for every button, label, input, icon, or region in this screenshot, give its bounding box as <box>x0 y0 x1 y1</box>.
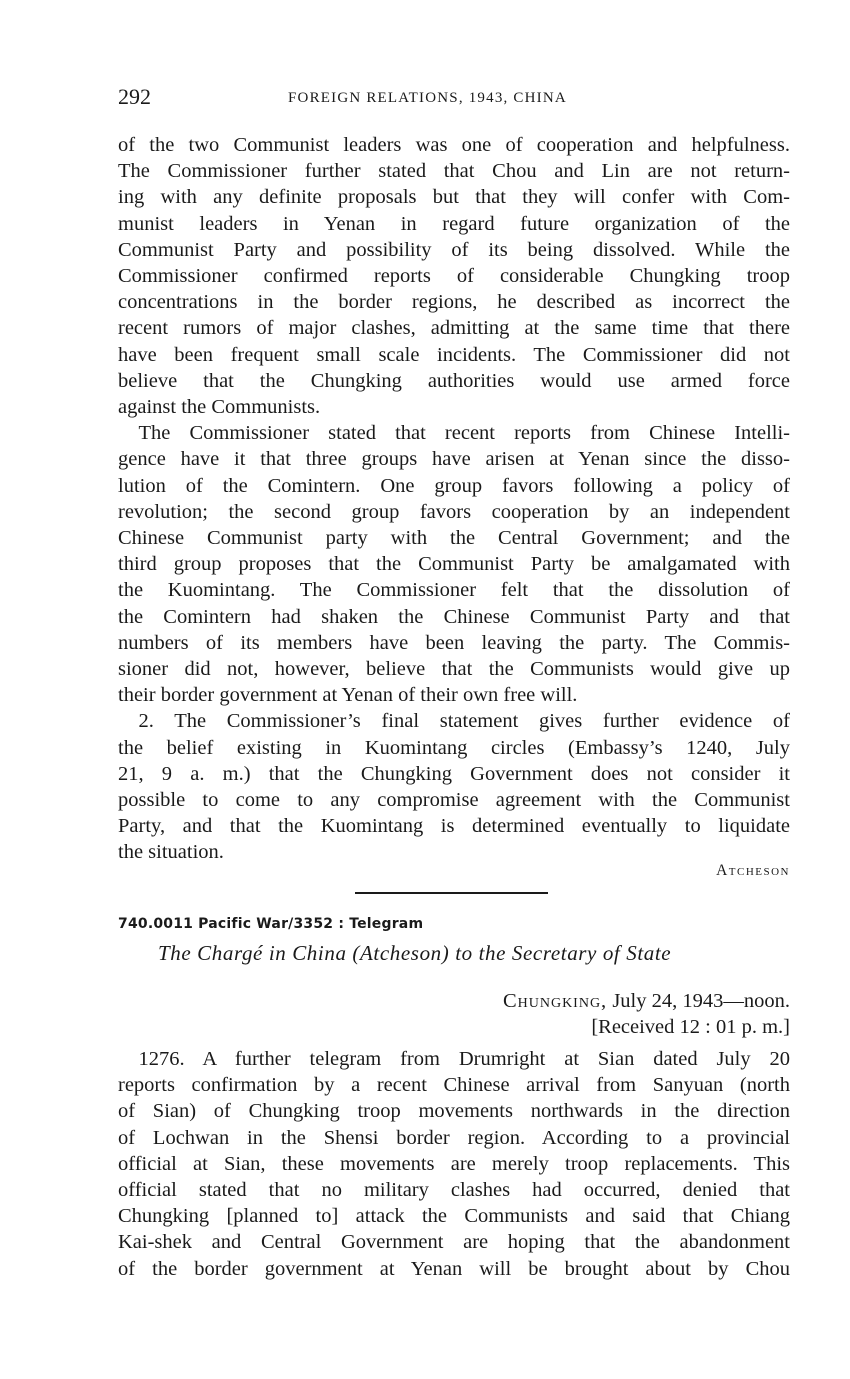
text-line: third group proposes that the Communist Party be amalgamated with <box>118 553 790 576</box>
text-line: of Sian) of Chungking troop movements northwards in the direction <box>118 1100 790 1123</box>
text-line: against the Communists. <box>118 396 321 419</box>
text-line: 1276. A further telegram from Drumright at Sian dated July 20 <box>118 1048 790 1070</box>
text-line: revolution; the second group favors cooperation by an independent <box>118 500 790 523</box>
text-line: of the border government at Yenan will be brought about by Chou <box>118 1257 790 1280</box>
text-line: lution of the Comintern. One group favors following a policy of <box>118 474 790 497</box>
text-line: official at Sian, these movements are merely troop replacements. This <box>118 1152 790 1175</box>
page-number: 292 <box>118 84 151 109</box>
text-line: the Kuomintang. The Commissioner felt that the dissolution of <box>118 579 790 602</box>
telegram-body <box>118 1046 790 1282</box>
dateline-sent <box>503 988 790 1014</box>
dateline-received: [Received 12 : 01 p. m.] <box>591 1016 790 1038</box>
text-line: believe that the Chungking authorities would use armed force <box>118 369 790 392</box>
text-line: reports confirmation by a recent Chinese arrival from Sanyuan (north <box>118 1074 790 1097</box>
text-line: Commissioner confirmed reports of considerable Chungking troop <box>118 265 790 288</box>
running-head: FOREIGN RELATIONS, 1943, CHINA <box>288 90 567 106</box>
text-line: Chungking [planned to] attack the Communists and said that Chiang <box>118 1205 790 1228</box>
text-line: Communist Party and possibility of its being dissolved. While the <box>118 238 790 261</box>
text-line: Party, and that the Kuomintang is determined eventually to liquidate <box>118 815 790 838</box>
text-line: munist leaders in Yenan in regard future organization of the <box>118 212 790 235</box>
text-line: The Commissioner stated that recent reports from Chinese Intelli- <box>118 422 790 445</box>
text-line: 2. The Commissioner’s final statement gives further evidence of <box>118 710 790 733</box>
text-line: of the two Communist leaders was one of cooperation and helpfulness. <box>118 134 790 156</box>
text-line: sioner did not, however, believe that the Communists would give up <box>118 658 790 681</box>
page-header <box>118 84 790 114</box>
text-line: Chinese Communist party with the Central Government; and the <box>118 527 790 550</box>
text-line: the Comintern had shaken the Chinese Communist Party and that <box>118 605 790 628</box>
file-reference: 740.0011 Pacific War/3352 : Telegram <box>118 916 424 932</box>
text-line: their border government at Yenan of their own free will. <box>118 684 578 707</box>
section1-body <box>118 132 790 866</box>
text-line: Kai-shek and Central Government are hoping that the abandonment <box>118 1231 790 1254</box>
text-line: official stated that no military clashes had occurred, denied that <box>118 1179 790 1202</box>
section-divider <box>355 892 548 894</box>
text-line: numbers of its members have been leaving the party. The Commis- <box>118 631 790 654</box>
text-line: recent rumors of major clashes, admitting at the same time that there <box>118 317 790 340</box>
text-line: the situation. <box>118 841 224 864</box>
text-line: possible to come to any compromise agreement with the Communist <box>118 789 790 812</box>
dateline-date: July 24, 1943—noon. <box>607 990 790 1012</box>
text-line: of Lochwan in the Shensi border region. According to a provincial <box>118 1126 790 1149</box>
text-line: 21, 9 a. m.) that the Chungking Government does not consider it <box>118 762 790 785</box>
document-title: The Chargé in China (Atcheson) to the Secretary of State <box>158 941 672 965</box>
dateline-place: Chungking, <box>502 990 608 1012</box>
text-line: have been frequent small scale incidents. The Commissioner did not <box>118 343 790 366</box>
signature: Atcheson <box>716 862 790 879</box>
text-line: gence have it that three groups have arisen at Yenan since the disso- <box>118 448 790 471</box>
dateline <box>503 988 790 1040</box>
document-page <box>118 84 790 1280</box>
text-line: concentrations in the border regions, he described as incorrect the <box>118 291 790 314</box>
text-line: ing with any definite proposals but that they will confer with Com- <box>118 186 790 209</box>
text-line: the belief existing in Kuomintang circles (Embassy’s 1240, July <box>118 736 790 759</box>
text-line: The Commissioner further stated that Chou and Lin are not return- <box>118 160 790 183</box>
